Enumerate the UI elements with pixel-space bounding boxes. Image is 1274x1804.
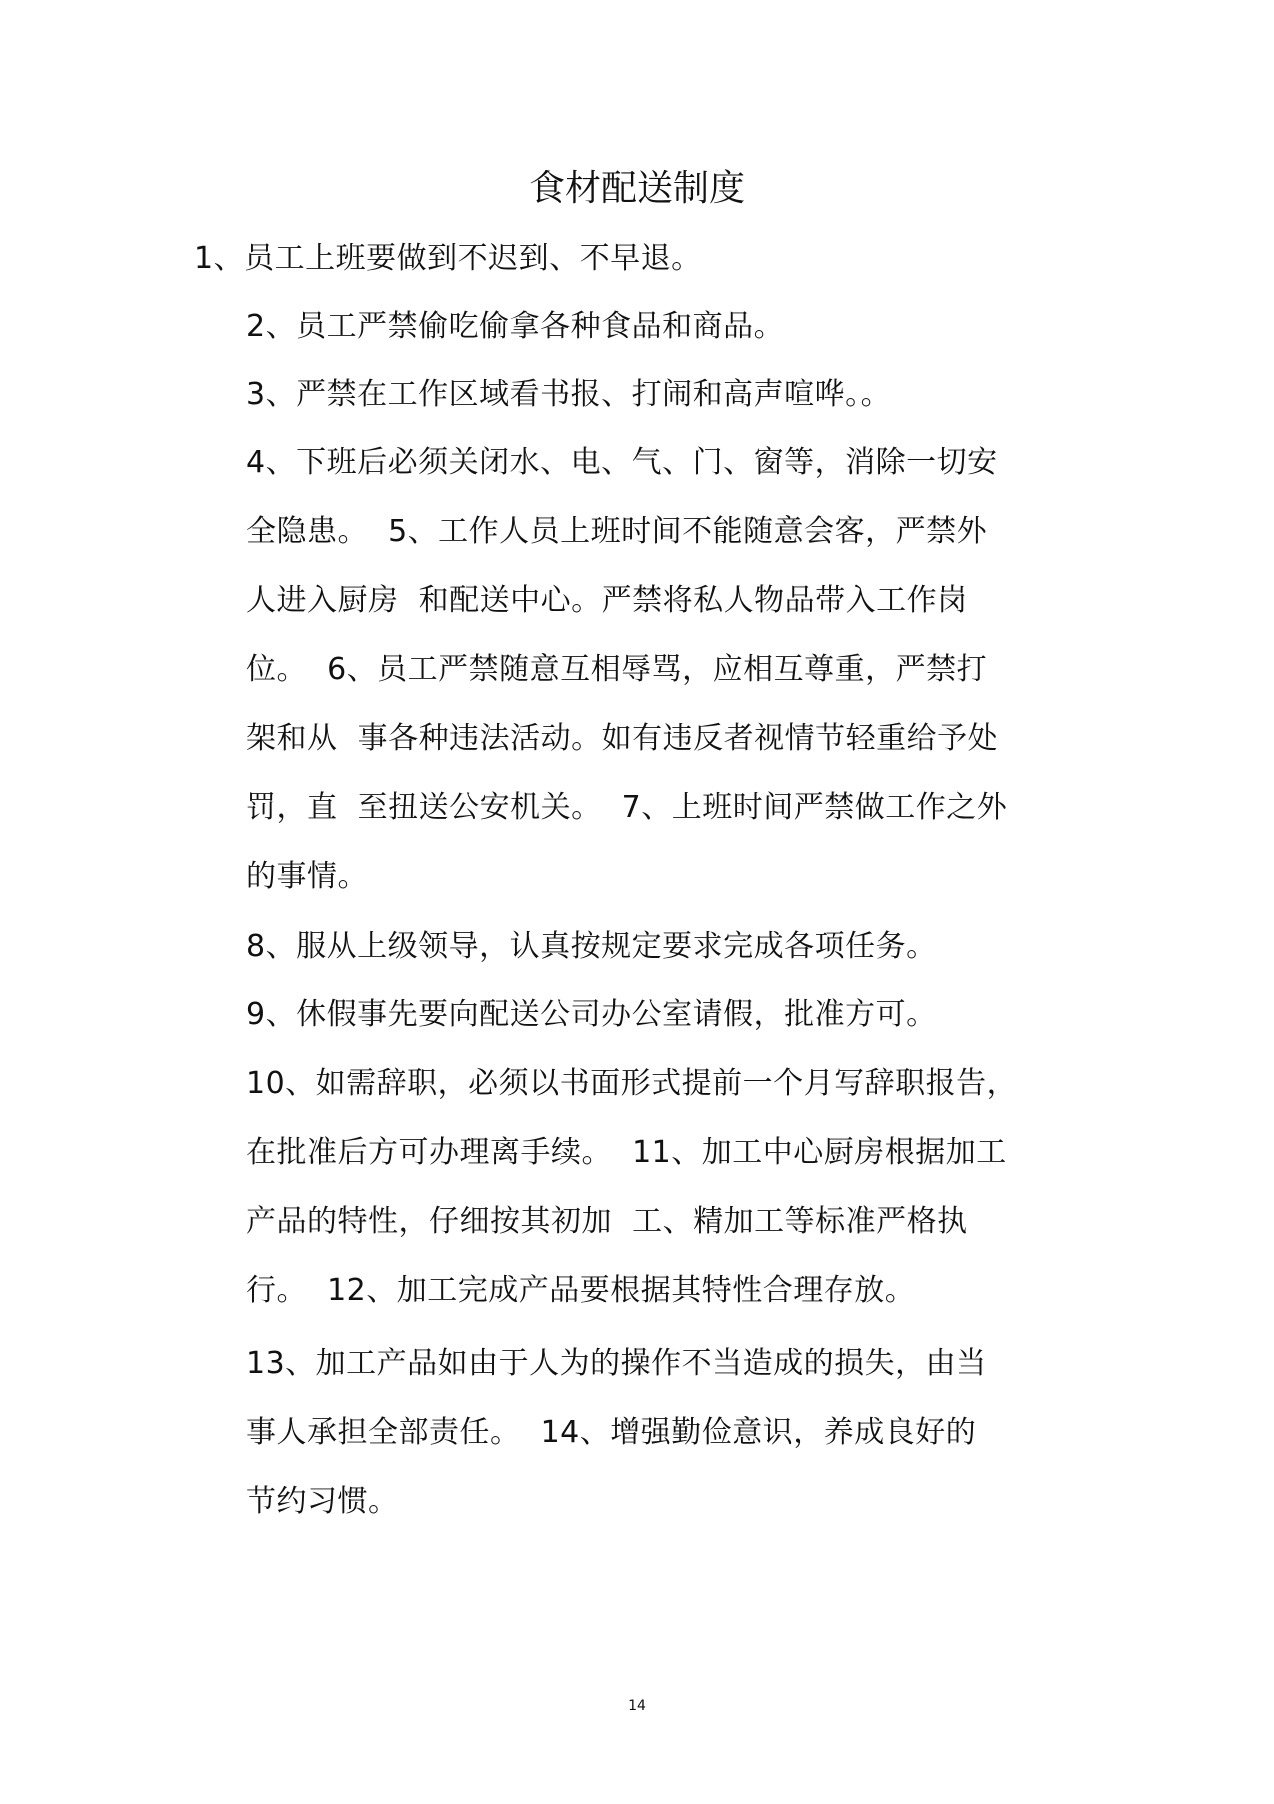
- rule-line-2: 2、员工严禁偷吃偷拿各种食品和商品。: [246, 309, 785, 344]
- rule-line-3: 3、严禁在工作区域看书报、打闹和高声喧哗。。: [246, 377, 892, 412]
- page-number: 14: [628, 1698, 646, 1714]
- rule-line-8: 架和从 事各种违法活动。如有违反者视情节轻重给予处: [246, 721, 999, 756]
- rule-line-4: 4、下班后必须关闭水、电、气、门、窗等，消除一切安: [246, 445, 998, 480]
- rule-line-14: 在批准后方可办理离手续。 11、加工中心厨房根据加工: [246, 1135, 1007, 1170]
- rule-line-1: 1、员工上班要做到不迟到、不早退。: [194, 241, 702, 276]
- rule-line-11: 8、服从上级领导，认真按规定要求完成各项任务。: [246, 929, 937, 964]
- rule-line-18: 事人承担全部责任。 14、增强勤俭意识，养成良好的: [246, 1415, 977, 1450]
- document-title: 食材配送制度: [528, 168, 745, 209]
- rule-line-12: 9、休假事先要向配送公司办公室请假，批准方可。: [246, 997, 937, 1032]
- rule-line-15: 产品的特性，仔细按其初加 工、精加工等标准严格执: [246, 1204, 968, 1239]
- rule-line-7: 位。 6、员工严禁随意互相辱骂，应相互尊重，严禁打: [246, 652, 988, 687]
- rule-line-17: 13、加工产品如由于人为的操作不当造成的损失，由当: [246, 1346, 987, 1381]
- rule-line-5: 全隐患。 5、工作人员上班时间不能随意会客，严禁外: [246, 514, 988, 549]
- rule-line-16: 行。 12、加工完成产品要根据其特性合理存放。: [246, 1273, 916, 1308]
- rule-line-13: 10、如需辞职，必须以书面形式提前一个月写辞职报告，: [246, 1066, 1018, 1101]
- rule-line-9: 罚，直 至扭送公安机关。 7、上班时间严禁做工作之外: [246, 790, 1008, 825]
- rule-line-19: 节约习惯。: [246, 1484, 399, 1519]
- rule-line-10: 的事情。: [246, 859, 368, 894]
- rule-line-6: 人进入厨房 和配送中心。严禁将私人物品带入工作岗: [246, 583, 968, 618]
